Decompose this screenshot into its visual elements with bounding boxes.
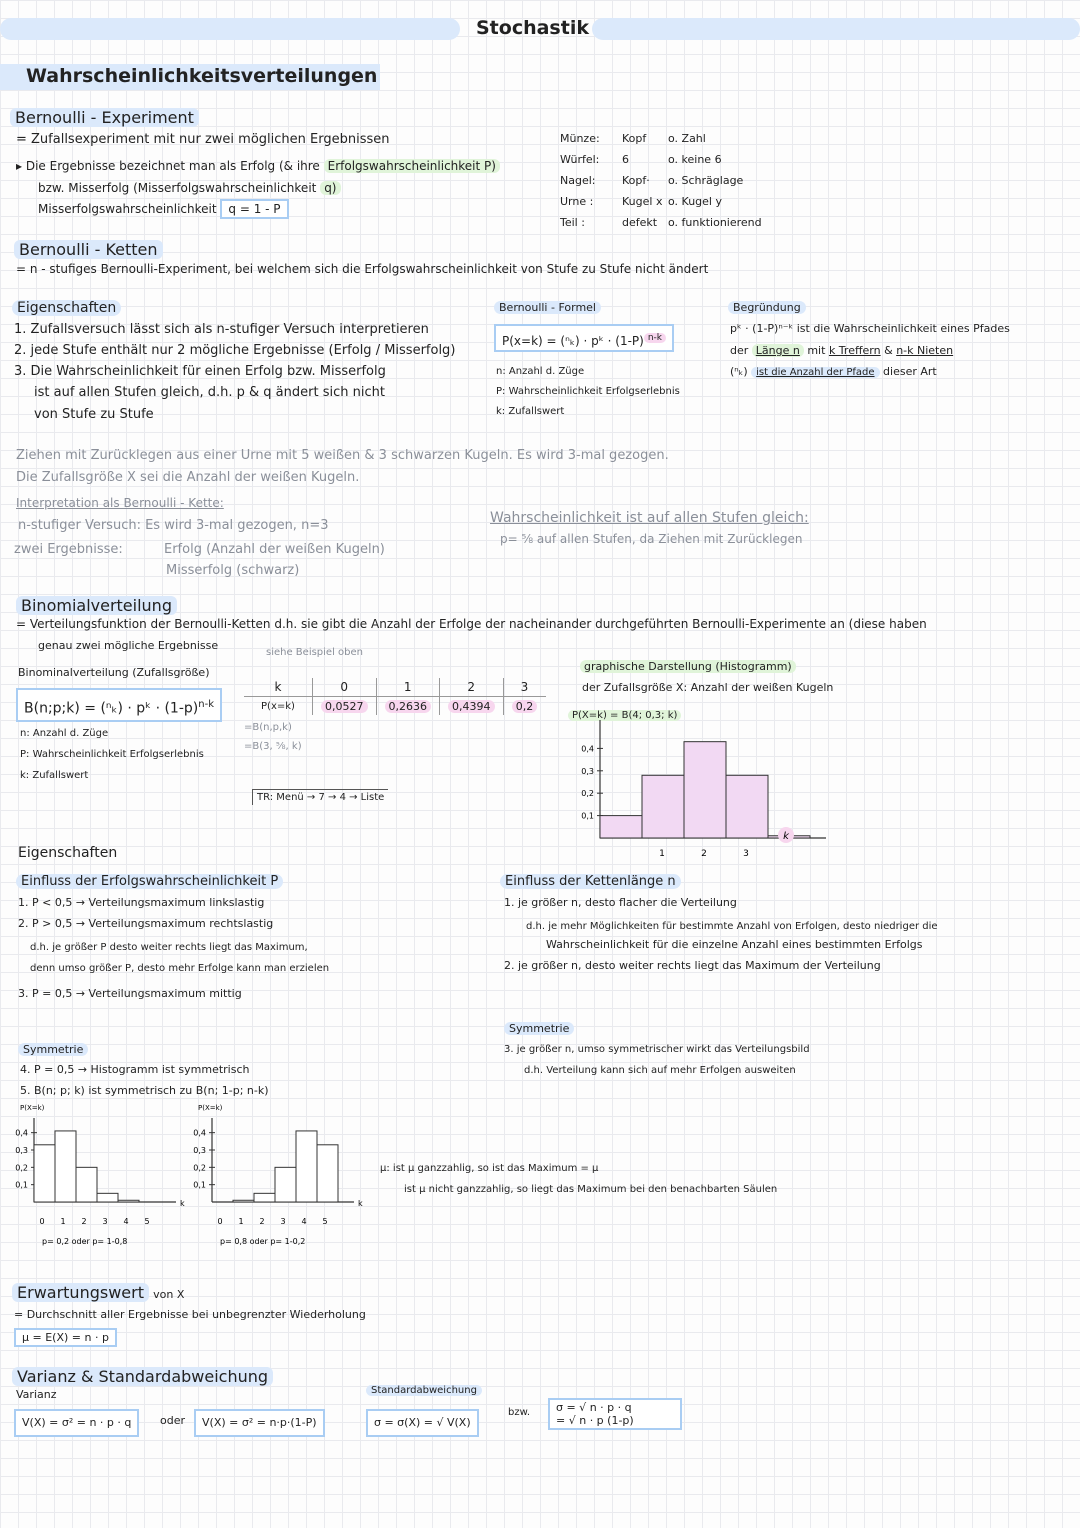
bernoulli-bullet-b: [38, 181, 341, 195]
sigma-box: [548, 1398, 682, 1430]
begr-3b: ist die Anzahl der Pfade: [751, 367, 879, 378]
mu-line2: ist μ nicht ganzzahlig, so liegt das Maximum bei den benachbarten Säulen: [404, 1184, 778, 1195]
histogram-bar: [684, 742, 726, 838]
mu-line1: μ: ist μ ganzzahlig, so ist das Maximum = μ: [380, 1163, 599, 1174]
einfluss-p-item: 1. P < 0,5 → Verteilungsmaximum linkslastig: [18, 896, 265, 909]
histogram-bar: [726, 775, 768, 838]
bernoulli-experiment-heading: Bernoulli - Experiment: [10, 108, 199, 127]
histogram-bar: [275, 1167, 296, 1202]
histogram-bar: [254, 1193, 275, 1202]
begruendung-heading: Begründung: [728, 301, 806, 314]
histogram-p08: [190, 1102, 363, 1262]
einfluss-n-item: 2. je größer n, desto weiter rechts liegt das Maximum der Verteilung: [504, 959, 881, 972]
legend-item: P: Wahrscheinlichkeit Erfolgserlebnis: [20, 749, 204, 760]
einfluss-n-item: d.h. je mehr Möglichkeiten für bestimmte Anzahl von Erfolgen, desto niedriger die: [526, 921, 938, 932]
einfluss-n-heading: Einfluss der Kettenlänge n: [500, 874, 681, 889]
sigma-line2: = √ n · p (1-p): [556, 1414, 634, 1427]
begr-3a: (ⁿₖ): [730, 365, 748, 378]
histogram-bar: [34, 1145, 55, 1202]
bullet-b-q: q): [320, 181, 340, 195]
begr-2-4: &: [884, 344, 893, 357]
page-title: Stochastik: [476, 17, 589, 39]
y-tick-label: 0,1: [581, 811, 594, 821]
example-right1: Wahrscheinlichkeit ist auf allen Stufen gleich:: [490, 510, 809, 526]
histogram-bar: [233, 1200, 254, 1202]
eig-item: 3. Die Wahrscheinlichkeit für einen Erfolg bzw. Misserfolg: [14, 364, 386, 379]
erwartung-def: = Durchschnitt aller Ergebnisse bei unbegrenzter Wiederholung: [14, 1308, 366, 1321]
sym-left-item: 5. B(n; p; k) ist symmetrisch zu B(n; 1-p; n-k): [20, 1084, 269, 1097]
bernoulli-bullet-c: [38, 202, 289, 216]
histogram-bar: [642, 775, 684, 838]
x-axis-label: k: [358, 1199, 363, 1208]
x-tick-label: 3: [743, 849, 749, 859]
table-k-cell: 0: [313, 678, 377, 697]
example-row: Nagel: Kopf· o. Schräglage: [560, 174, 744, 187]
einfluss-p-item: denn umso größer P, desto mehr Erfolge kann man erzielen: [30, 963, 330, 974]
x-tick-label: 2: [259, 1217, 265, 1226]
y-tick-label: 0,2: [15, 1163, 28, 1173]
eig-item: von Stufe zu Stufe: [34, 407, 154, 422]
binomial-label: Binominalverteilung (Zufallsgröße): [18, 666, 210, 679]
binomial-formula-body: B(n;p;k) = (ⁿₖ) · pᵏ · (1-p): [24, 700, 199, 717]
begr-2-0: der: [730, 344, 749, 357]
symmetrie-left-list: [20, 1063, 269, 1105]
eig-item: ist auf allen Stufen gleich, d.h. p & q ändert sich nicht: [34, 385, 385, 400]
ketten-eig-list: [14, 322, 455, 428]
example-row: Teil : defekt o. funktionierend: [560, 216, 762, 229]
tr-note: TR: Menü → 7 → 4 → Liste: [252, 789, 388, 805]
einfluss-p-item: 2. P > 0,5 → Verteilungsmaximum rechtslastig: [18, 917, 274, 930]
x-tick-label: 0: [39, 1217, 45, 1226]
histogram-main: [580, 720, 810, 870]
einfluss-n-item: 1. je größer n, desto flacher die Verteilung: [504, 896, 737, 909]
x-tick-label: 5: [322, 1217, 328, 1226]
x-tick-label: 3: [102, 1217, 108, 1226]
binomial-heading: Binomialverteilung: [16, 596, 177, 615]
y-tick-label: 0,3: [581, 766, 594, 776]
formel-legend: [496, 366, 680, 426]
examples-list: [560, 132, 762, 237]
bernoulli-formel: [494, 324, 674, 352]
x-tick-label: 4: [123, 1217, 129, 1226]
x-axis-label: k: [180, 1199, 185, 1208]
legend-item: P: Wahrscheinlichkeit Erfolgserlebnis: [496, 386, 680, 397]
begr-2-2: mit: [807, 344, 826, 357]
symmetrie-left-heading: Symmetrie: [18, 1043, 88, 1056]
x-tick-label: 1: [60, 1217, 66, 1226]
einfluss-n-list: [504, 896, 938, 980]
binomial-formula-exp: n-k: [198, 699, 214, 710]
binomial-table: [244, 678, 546, 715]
y-tick-label: 0,4: [15, 1128, 28, 1138]
begr-2-1: Länge n: [752, 344, 804, 357]
histogram-bar: [97, 1193, 118, 1202]
example-line2: Die Zufallsgröße X sei die Anzahl der weißen Kugeln.: [16, 470, 360, 485]
varianz-oder: oder: [160, 1414, 186, 1427]
example-row: Münze: Kopf o. Zahl: [560, 132, 706, 145]
varianz-formula2: V(X) = σ² = n·p·(1-P): [194, 1409, 325, 1437]
example-line5a: zwei Ergebnisse:: [14, 542, 123, 557]
begr-2-5: n-k Nieten: [896, 344, 954, 357]
histogram-bar: [76, 1167, 97, 1202]
table-k-cell: 3: [503, 678, 546, 697]
einfluss-n-item: Wahrscheinlichkeit für die einzelne Anzahl eines bestimmten Erfolgs: [546, 938, 923, 951]
x-tick-label: 4: [301, 1217, 307, 1226]
histogram-bar: [55, 1131, 76, 1202]
sym-right-item: 3. je größer n, umso symmetrischer wirkt das Verteilungsbild: [504, 1044, 810, 1055]
table-p-cell: 0,4394: [440, 697, 504, 716]
y-tick-label: 0,2: [193, 1163, 206, 1173]
y-tick-label: 0,4: [581, 744, 594, 754]
binomial-def1: = Verteilungsfunktion der Bernoulli-Ketten d.h. sie gibt die Anzahl der Erfolge der nacheinander durchgeführten Bernoulli-Experimente an (diese haben: [16, 617, 927, 631]
formel-exp: n-k: [644, 333, 666, 343]
varianz-heading: Varianz & Standardabweichung: [12, 1367, 273, 1386]
einfluss-p-item: d.h. je größer P desto weiter rechts liegt das Maximum,: [30, 942, 308, 953]
y-tick-label: 0,4: [193, 1128, 206, 1138]
sym-left-item: 4. P = 0,5 → Histogramm ist symmetrisch: [20, 1063, 250, 1076]
bullet-c-text: Misserfolgswahrscheinlichkeit: [38, 202, 217, 216]
histogram-caption: p= 0,2 oder p= 1-0,8: [42, 1237, 128, 1246]
table-p-cell: 0,2636: [376, 697, 440, 716]
example-line6: Misserfolg (schwarz): [166, 563, 300, 578]
title-bar-left: [0, 18, 460, 40]
x-tick-label: 5: [144, 1217, 150, 1226]
example-line4: n-stufiger Versuch: Es wird 3-mal gezogen, n=3: [18, 518, 329, 533]
sym-right-item: d.h. Verteilung kann sich auf mehr Erfolgen ausweiten: [524, 1065, 796, 1076]
eig-item: 1. Zufallsversuch lässt sich als n-stufiger Versuch interpretieren: [14, 322, 429, 337]
erwartung-suffix: von X: [153, 1288, 185, 1301]
histogram-bar: [118, 1200, 139, 1202]
section-title: Wahrscheinlichkeitsverteilungen: [26, 65, 378, 87]
bernoulli-ketten-heading: Bernoulli - Ketten: [14, 240, 163, 259]
q-formula: q = 1 - P: [220, 199, 288, 219]
symmetrie-right-heading: Symmetrie: [504, 1022, 574, 1035]
bernoulli-bullet-a: [16, 159, 500, 173]
binomial-legend: [20, 728, 204, 791]
y-axis-label: P(X=k): [198, 1104, 223, 1112]
einfluss-p-heading: Einfluss der Erfolgswahrscheinlichkeit P: [16, 874, 283, 889]
bullet-b-text: bzw. Misserfolg (Misserfolgswahrscheinlichkeit: [38, 181, 317, 195]
y-tick-label: 0,1: [15, 1180, 28, 1190]
example-row: Würfel: 6 o. keine 6: [560, 153, 722, 166]
legend-item: n: Anzahl d. Züge: [496, 366, 585, 377]
sigma-line1: σ = √ n · p · q: [556, 1401, 632, 1414]
ketten-eig-heading: Eigenschaften: [12, 300, 121, 316]
begr-2-3: k Treffern: [828, 344, 881, 357]
std-bzw: bzw.: [508, 1407, 531, 1418]
table-k-header: k: [244, 678, 313, 697]
begr-line3: [730, 365, 937, 378]
histogram-bar: [600, 816, 642, 838]
formel-body: P(x=k) = (ⁿₖ) · pᵏ · (1-P): [502, 334, 644, 348]
table-k-cell: 2: [440, 678, 504, 697]
table-k-cell: 1: [376, 678, 440, 697]
binomial-def2: genau zwei mögliche Ergebnisse: [38, 639, 219, 652]
y-tick-label: 0,1: [193, 1180, 206, 1190]
see-example: siehe Beispiel oben: [266, 647, 364, 658]
begr-1b: ist die Wahrscheinlichkeit eines Pfades: [796, 322, 1010, 335]
eigenschaften-heading: Eigenschaften: [18, 845, 118, 861]
y-tick-label: 0,2: [581, 789, 594, 799]
legend-item: n: Anzahl d. Züge: [20, 728, 109, 739]
std-formula: σ = σ(X) = √ V(X): [366, 1409, 479, 1437]
table-row-b2: =B(3, ⅝, k): [244, 741, 302, 752]
histogram-p02: [12, 1102, 185, 1262]
bullet-a-text: ▸ Die Ergebnisse bezeichnet man als Erfolg (& ihre: [16, 159, 320, 173]
x-tick-label: 2: [701, 849, 707, 859]
x-tick-label: 1: [659, 849, 665, 859]
legend-item: k: Zufallswert: [496, 406, 565, 417]
table-p-cell: 0,0527: [313, 697, 377, 716]
bernoulli-ketten-def: = n - stufiges Bernoulli-Experiment, bei welchem sich die Erfolgswahrscheinlichkeit von Stufe zu Stufe nicht ändert: [16, 262, 709, 276]
erfolg-prob: Erfolgswahrscheinlichkeit P): [324, 159, 500, 173]
histogram-bar: [317, 1145, 338, 1202]
x-tick-label: 0: [217, 1217, 223, 1226]
bernoulli-def: = Zufallsexperiment mit nur zwei möglichen Ergebnissen: [16, 132, 390, 147]
erwartung-heading-row: [12, 1283, 184, 1302]
begr-line2: [730, 344, 953, 357]
y-axis-label: P(X=k): [20, 1104, 45, 1112]
legend-item: k: Zufallswert: [20, 770, 89, 781]
table-row-b1: =B(n,p,k): [244, 722, 292, 733]
example-row: Urne : Kugel x o. Kugel y: [560, 195, 722, 208]
begr-line1: [730, 322, 1010, 335]
einfluss-p-item: 3. P = 0,5 → Verteilungsmaximum mittig: [18, 987, 242, 1000]
example-line5b: Erfolg (Anzahl der weißen Kugeln): [164, 542, 385, 557]
varianz-formula1: V(X) = σ² = n · p · q: [14, 1409, 139, 1437]
varianz-sub: Varianz: [16, 1388, 57, 1401]
graph-formula: P(X=k) = B(4; 0,3; k): [568, 710, 681, 721]
x-axis-label: k: [783, 831, 789, 842]
histogram-bar: [296, 1131, 317, 1202]
erwartung-heading: Erwartungswert: [12, 1283, 149, 1302]
histogram-caption: p= 0,8 oder p= 1-0,2: [220, 1237, 306, 1246]
example-line1: Ziehen mit Zurücklegen aus einer Urne mit 5 weißen & 3 schwarzen Kugeln. Es wird 3-mal gezogen.: [16, 448, 669, 463]
example-line5: [14, 542, 385, 557]
graph-heading: graphische Darstellung (Histogramm): [580, 660, 796, 673]
x-tick-label: 1: [238, 1217, 244, 1226]
x-tick-label: 2: [81, 1217, 87, 1226]
y-tick-label: 0,3: [193, 1146, 206, 1155]
example-line3: Interpretation als Bernoulli - Kette:: [16, 496, 224, 510]
table-p-cell: 0,2: [503, 697, 546, 716]
symmetrie-right-list: [504, 1044, 810, 1086]
einfluss-p-list: [18, 896, 329, 1008]
table-p-header: P(x=k): [261, 700, 295, 712]
example-right2: p= ⅝ auf allen Stufen, da Ziehen mit Zurücklegen: [500, 532, 803, 546]
formel-heading: Bernoulli - Formel: [494, 301, 601, 314]
begr-3c: dieser Art: [883, 365, 937, 378]
erwartung-formula: μ = E(X) = n · p: [14, 1328, 117, 1347]
std-heading: Standardabweichung: [366, 1385, 482, 1396]
x-tick-label: 3: [280, 1217, 286, 1226]
binomial-formula: [16, 688, 222, 722]
y-tick-label: 0,3: [15, 1146, 28, 1155]
title-bar-right: [592, 18, 1080, 40]
graph-sub: der Zufallsgröße X: Anzahl der weißen Kugeln: [582, 681, 834, 694]
begr-1a: pᵏ · (1-P)ⁿ⁻ᵏ: [730, 322, 794, 335]
eig-item: 2. jede Stufe enthält nur 2 mögliche Ergebnisse (Erfolg / Misserfolg): [14, 343, 456, 358]
